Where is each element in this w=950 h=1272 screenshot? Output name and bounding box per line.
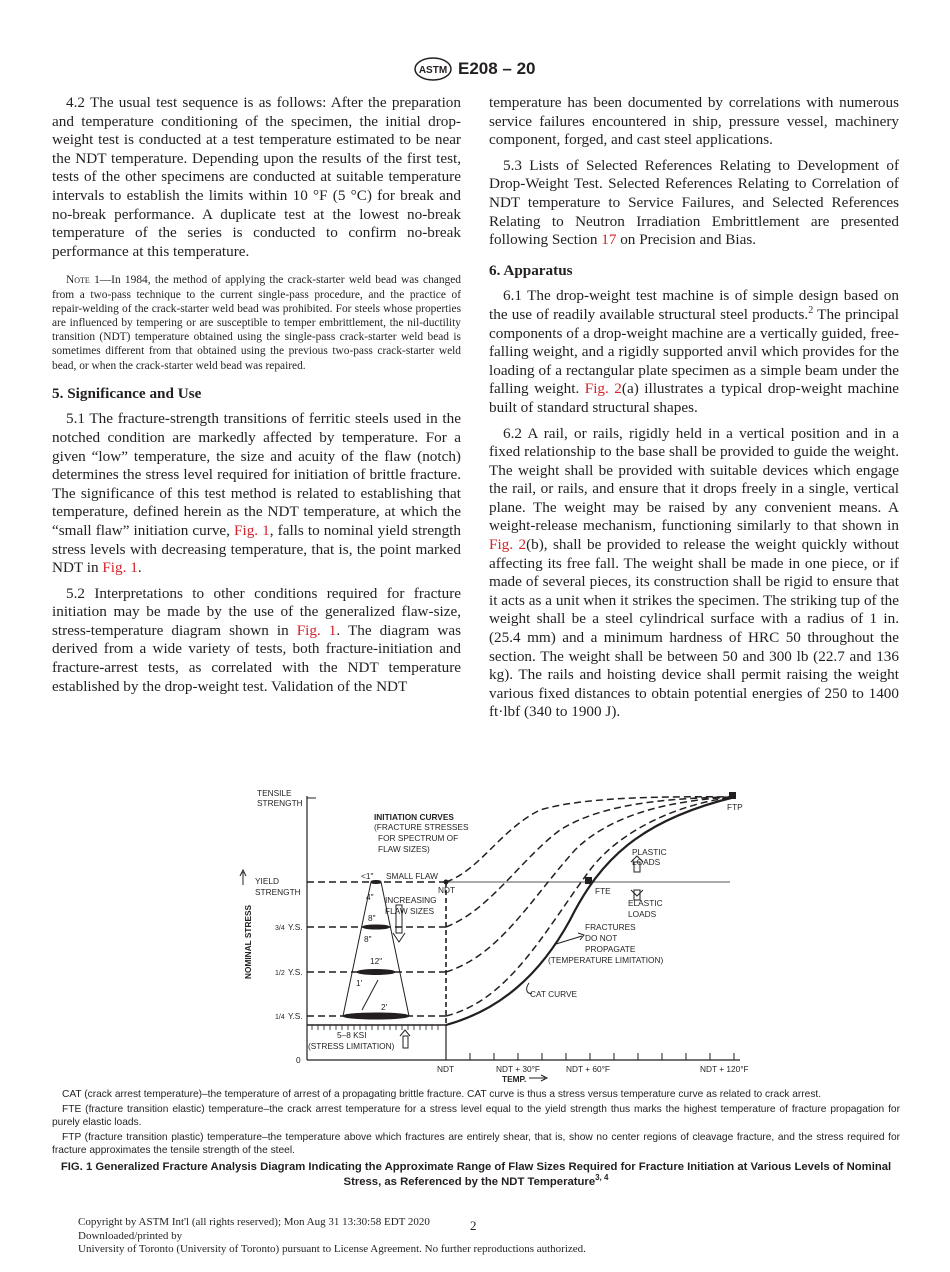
fig-1-link[interactable]: Fig. 1 [234, 521, 270, 539]
fdnp-label: PROPAGATE [585, 944, 636, 954]
figure-captions [52, 1088, 900, 1159]
fig-2-link[interactable]: Fig. 2 [489, 536, 527, 554]
x-axis-label: TEMP. [502, 1074, 527, 1084]
x-tick-label: NDT + 120°F [700, 1064, 749, 1074]
fig-1-link[interactable]: Fig. 1 [102, 559, 138, 577]
fraction-label: 1/4 [275, 1014, 285, 1021]
text-run: . The diagram was derived from a wide variety of tests, both fracture-initiation and fracture-arrest tests, as correlated with the NDT temperature established by the drop-weight test. Validation of the NDT [52, 621, 462, 695]
text-run: 5.3 Lists of Selected References Relating to Development of Drop-Weight Test. Selected References Relating to Correlation of NDT temperature to Service Failures, and Selected References Relating to Neutron Irradiation Embrittlement are presented following Section [489, 156, 899, 249]
paragraph-6-2 [489, 425, 899, 723]
page-number: 2 [470, 1218, 477, 1233]
note-label: Note [66, 274, 90, 287]
text-run: 5.1 The fracture-strength transitions of ferritic steels used in the notched condition are markedly affected by temperature. For a given “low” temperature, the size and acuity of the flaw (notch) determines the stress level required for initiation of brittle fracture. The significance of this test method is related to establishing that temperature, defined herein as the NDT temperature, at which the “small flaw” initiation curve, [52, 410, 461, 539]
x-axis-ticks [446, 1050, 734, 1060]
tensile-strength-label: TENSILE [257, 788, 292, 798]
increasing-flaw-label: FLAW SIZES [385, 906, 435, 916]
initiation-curves [446, 797, 735, 1016]
figure-title-text: FIG. 1 Generalized Fracture Analysis Diagram Indicating the Approximate Range of Flaw Sizes Required for Fracture Initiation at Various Levels of Nominal Stress, as Referenced by the NDT Temperature [60, 1161, 892, 1188]
stress-limitation-hatch [307, 1025, 446, 1030]
zero-label: 0 [296, 1055, 301, 1065]
paragraph-5-3 [489, 157, 899, 250]
flaw-label: 2' [381, 1002, 388, 1012]
text-run: (b), shall be provided to release the weight quickly without affecting its free fall. The weight shall be made in one piece, or if made of several pieces, its construction shall be rigid to ensure that it acts as a unit when it strikes the specimen. The striking tup of the weight shall be a steel cylindrical surface with a radius of 1 in. (25.4 mm) and a minimum hardness of HRC 50 throughout the section. The weight shall be between 50 and 300 lb (22.7 and 136 kg). The rails and hoisting device shall permit raising the weight various fixed distances to obtain potential energies of 250 to 1400 ft·lbf (340 to 1900 J). [489, 536, 899, 721]
footnote-ref[interactable]: 3, 4 [595, 1173, 609, 1183]
ksi-label: 5–8 KSI [337, 1030, 367, 1040]
y-axis-label: NOMINAL STRESS [243, 904, 253, 979]
elastic-loads-label: LOADS [628, 909, 657, 919]
elastic-loads-label: ELASTIC [628, 898, 663, 908]
page-header [0, 57, 950, 83]
fraction-label: 1/2 [275, 970, 285, 977]
small-flaw-label: SMALL FLAW [386, 871, 438, 881]
text-run: 6.2 A rail, or rails, rigidly held in a vertical position and in a fixed relationship to the base shall be provided to guide the weight. The weight shall be provided with suitable devices which engage the rail, or rails, and ensure that it drops freely in a single, vertical plane. The weight may be raised by any convenient means. A weight-release mechanism, functioning similarly to that shown in [489, 424, 899, 535]
text-run: (a) illustrates a typical drop-weight machine built of standard structural shapes. [489, 380, 899, 416]
yield-strength-label: YIELD [255, 876, 279, 886]
paragraph-continued: temperature has been documented by correlations with numerous service failures encountered in ship, pressure vessel, machinery component, forged, and cast steel applications. [489, 94, 899, 149]
fdnp-label: DO NOT [585, 933, 618, 943]
text-run: on Precision and Bias. [616, 231, 757, 249]
fte-definition: FTE (fracture transition elastic) temperature–the crack arrest temperature for a stress level equal to the yield strength thus marks the highest temperature of fracture propagation for purely elastic loads. [52, 1104, 900, 1128]
footer-line: Downloaded/printed by [78, 1229, 183, 1242]
astm-logo-icon [414, 57, 452, 81]
paragraph-4-2: 4.2 The usual test sequence is as follows: After the preparation and temperature conditioning of the specimen, the initial drop-weight test is conducted at a test temperature estimated to be near the NDT temperature. Depending upon the results of the first test, tests of the other specimens are conducted at suitable temperature intervals to establish the limits within 10 °F (5 °C) for break and no-break performance. A duplicate test at the lowest no-break temperature of the series is conducted to confirm no-break performance at this temperature. [52, 94, 461, 260]
x-tick-label: NDT + 60°F [566, 1064, 610, 1074]
figure-1-title [52, 1160, 900, 1190]
right-column [489, 94, 899, 722]
footer-line: University of Toronto (University of Toronto) pursuant to License Agreement. No further reproductions authorized. [78, 1243, 586, 1255]
fdnp-label: (TEMPERATURE LIMITATION) [548, 955, 664, 965]
paragraph-6-1 [489, 287, 899, 417]
plastic-loads-label: PLASTIC [632, 847, 667, 857]
ys-label: Y.S. [288, 967, 303, 977]
flaw-label: 8" [368, 913, 376, 923]
flaw-label: 12" [370, 956, 383, 966]
ndt-point [444, 880, 449, 885]
ftp-label: FTP [727, 802, 743, 812]
left-column [52, 94, 461, 696]
x-tick-label: NDT + 30°F [496, 1064, 540, 1074]
document-id: E208 – 20 [458, 59, 536, 78]
initiation-curves-title: INITIATION CURVES [374, 812, 454, 822]
ndt-point-label: NDT [438, 885, 456, 895]
fte-marker [585, 877, 592, 884]
plastic-loads-label: LOADS [632, 857, 661, 867]
flaw-label: 8" [364, 934, 372, 944]
paragraph-5-1 [52, 410, 461, 577]
ys-label: Y.S. [288, 922, 303, 932]
footer-line: Copyright by ASTM Int'l (all rights reserved); Mon Aug 31 13:30:58 EDT 2020 [78, 1216, 430, 1228]
ksi-label: (STRESS LIMITATION) [308, 1041, 395, 1051]
fte-label: FTE [595, 886, 611, 896]
text-run: , falls to nominal yield strength stress levels with decreasing temperature, that is, the point marked NDT in [52, 521, 461, 577]
fig-2-link[interactable]: Fig. 2 [584, 380, 622, 398]
tensile-strength-label: STRENGTH [257, 798, 303, 808]
flaw-label: 4" [366, 892, 374, 902]
yield-strength-label: STRENGTH [255, 887, 301, 897]
note-1 [52, 273, 461, 372]
copyright-footer [78, 1216, 586, 1257]
section-6-heading: 6. Apparatus [489, 261, 573, 279]
note-text: 1—In 1984, the method of applying the crack-starter weld bead was changed from a two-pass technique to the current single-pass procedure, and the practice of repair-welding of the crack-starter weld bead was prohibited. For steels whose properties are influenced by tempering or are susceptible to temper embrittlement, the nil-ductility transition (NDT) temperature obtained using the single-pass crack-starter weld bead is sometimes different from that obtained using the previous two-pass crack-starter weld bead, or when the crack-starter weld bead was repaired. [52, 274, 461, 372]
initiation-curves-sub: FLAW SIZES) [378, 844, 430, 854]
increasing-flaw-label: INCREASING [385, 895, 437, 905]
text-run: . [137, 559, 142, 577]
fdnp-label: FRACTURES [585, 922, 636, 932]
paragraph-5-2 [52, 585, 461, 697]
cat-curve [446, 797, 735, 1025]
flaw-label: 1' [356, 978, 363, 988]
ftp-definition: FTP (fracture transition plastic) temperature–the temperature above which fractures are entirely shear, that is, show no center regions of cleavage fracture, and the stress required for fracture approximates the tensile strength of the steel. [52, 1132, 900, 1156]
initiation-curves-sub: FOR SPECTRUM OF [378, 833, 459, 843]
text-run: 5.2 Interpretations to other conditions required for fracture initiation may be made by the use of the generalized flaw-size, stress-temperature diagram shown in [52, 584, 461, 639]
section-5-heading: 5. Significance and Use [52, 384, 202, 402]
ys-label: Y.S. [288, 1011, 303, 1021]
figure-1-diagram [230, 788, 770, 1088]
section-17-link[interactable]: 17 [601, 231, 617, 249]
cat-definition: CAT (crack arrest temperature)–the temperature of arrest of a propagating brittle fracture. CAT curve is thus a stress versus temperature curve as related to crack arrest. [62, 1089, 822, 1100]
logo-text: ASTM [418, 65, 448, 76]
text-run: 6.1 The drop-weight test machine is of simple design based on the use of readily available structural steel products. [489, 287, 899, 323]
cat-curve-label: CAT CURVE [530, 989, 578, 999]
footnote-ref[interactable]: 2 [808, 304, 814, 316]
fraction-label: 3/4 [275, 925, 285, 932]
flaw-label: <1" [361, 871, 374, 881]
ftp-marker [729, 792, 736, 799]
text-run: The principal components of a drop-weight machine are a vertically guided, free-falling weight, and a rigidly supported anvil which provides for the loading of a rectangular plate specimen as a simple beam under the falling weight. [489, 305, 899, 398]
x-tick-label: NDT [437, 1064, 455, 1074]
initiation-curves-sub: (FRACTURE STRESSES [374, 822, 469, 832]
fig-1-link[interactable]: Fig. 1 [296, 621, 337, 639]
